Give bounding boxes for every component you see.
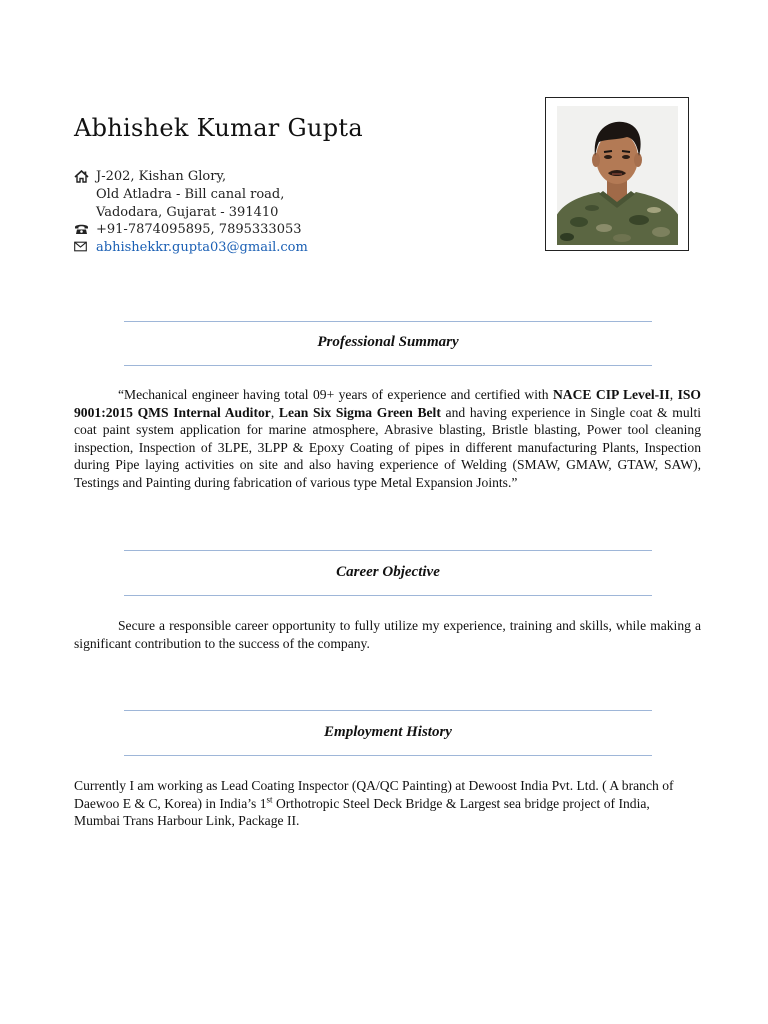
phone-number: +91-7874095895, 7895333053 — [96, 222, 302, 238]
summary-paragraph — [74, 386, 701, 492]
section-rule — [124, 550, 652, 551]
email-link[interactable]: abhishekkr.gupta03@gmail.com — [96, 240, 308, 256]
employment-text-1: Currently I am working as Lead Coating Inspector (QA/QC Painting) at Dewoost India Pvt. Ltd. ( A branch of Daewoo E & C, Korea) in India’s 1 — [74, 778, 674, 811]
person-photo-icon — [557, 106, 678, 245]
address-line-1: J-202, Kishan Glory, — [96, 169, 227, 184]
home-icon — [74, 168, 96, 183]
ordinal-suffix: st — [266, 794, 273, 805]
objective-heading: Career Objective — [336, 564, 440, 580]
objective-paragraph — [74, 617, 701, 652]
address-line-3: Vadodara, Gujarat - 391410 — [96, 204, 279, 220]
summary-text-4: and having experience in Single coat & multi coat paint system application for marine atmosphere, Abrasive blasting, Bristle blasting, Power tool cleaning inspection, Inspection of 3LPE, 3LPP & Epoxy Coating of pipes in different manufacturing Plants, Inspection during Pipe laying activities on site and also having experience of Welding (SMAW, GMAW, GTAW, SAW), Testings and Painting during fabrication of various type Metal Expansion Joints.” — [74, 404, 702, 490]
section-rule — [124, 321, 652, 322]
cert-nace: NACE CIP Level-II — [552, 387, 670, 402]
envelope-icon — [74, 239, 96, 252]
employment-text-2: Orthotropic Steel Deck Bridge & Largest sea bridge project of India, Mumbai Trans Harbour Link, Package II. — [74, 795, 650, 829]
section-rule — [124, 365, 652, 366]
employment-heading: Employment History — [324, 724, 452, 740]
section-rule — [124, 755, 652, 756]
employment-paragraph — [74, 777, 694, 830]
phone-icon — [74, 221, 96, 235]
summary-text-1: “Mechanical engineer having total 09+ years of experience and certified with — [118, 387, 553, 402]
objective-text: Secure a responsible career opportunity to fully utilize my experience, training and skills, while making a significant contribution to the success of the company. — [74, 618, 701, 651]
summary-text-3: , — [270, 404, 279, 420]
summary-heading: Professional Summary — [317, 334, 459, 350]
cert-six-sigma: Lean Six Sigma Green Belt — [278, 404, 441, 420]
summary-text-2: , — [669, 387, 678, 402]
candidate-name: Abhishek Kumar Gupta — [74, 114, 363, 142]
email-row — [74, 239, 404, 257]
section-rule — [124, 710, 652, 711]
section-rule — [124, 595, 652, 596]
address-line-2: Old Atladra - Bill canal road, — [96, 186, 285, 202]
contact-block — [74, 168, 404, 257]
address-row — [74, 168, 404, 221]
profile-photo — [545, 97, 689, 251]
phone-row — [74, 221, 404, 239]
cert-iso: ISO 9001:2015 QMS Internal Auditor — [74, 387, 701, 420]
